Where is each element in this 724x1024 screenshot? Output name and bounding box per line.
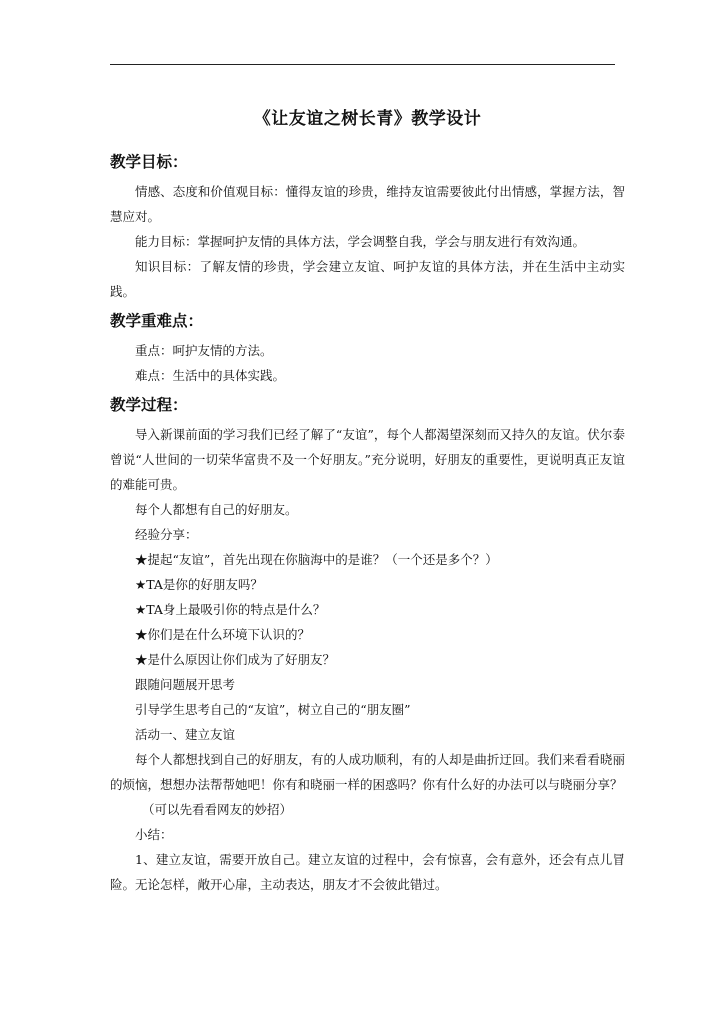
activity-text: 每个人都想找到自己的好朋友，有的人成功顺利，有的人却是曲折迂回。我们来看看晓丽的烦恼，想想办法帮帮她吧！你有和晓丽一样的困惑吗？你有什么好的办法可以与晓丽分享？ xyxy=(110,752,625,792)
difficult-point: 难点：生活中的具体实践。 xyxy=(135,368,286,383)
activity-heading: 活动一、建立友谊 xyxy=(135,727,236,742)
process-line-think: 跟随问题展开思考 xyxy=(135,677,236,692)
question-4: ★你们是在什么环境下认识的？ xyxy=(135,627,311,642)
document-title: 《让友谊之树长青》教学设计 xyxy=(253,109,482,129)
summary-point-1: 1、建立友谊，需要开放自己。建立友谊的过程中，会有惊喜，会有意外，还会有点儿冒险。无论怎样，敞开心扉，主动表达，朋友才不会彼此错过。 xyxy=(110,852,625,892)
section-heading-goals: 教学目标： xyxy=(110,152,188,171)
question-1: ★提起“友谊”，首先出现在你脑海中的是谁？（一个还是多个？） xyxy=(135,552,498,567)
process-intro: 导入新课前面的学习我们已经了解了“友谊”，每个人都渴望深刻而又持久的友谊。伏尔泰曾说“人世间的一切荣华富贵不及一个好朋友。”充分说明，好朋友的重要性，更说明真正友谊的难能可贵。 xyxy=(110,427,625,492)
process-line-friends: 每个人都想有自己的好朋友。 xyxy=(135,502,298,517)
document-body xyxy=(110,100,625,897)
key-point: 重点：呵护友情的方法。 xyxy=(135,343,273,358)
activity-hint: （可以先看看网友的妙招） xyxy=(142,802,293,817)
question-5: ★是什么原因让你们成为了好朋友？ xyxy=(135,652,336,667)
goal-emotion: 情感、态度和价值观目标：懂得友谊的珍贵，维持友谊需要彼此付出情感，掌握方法，智慧应对。 xyxy=(110,184,625,224)
goal-knowledge: 知识目标：了解友情的珍贵，学会建立友谊、呵护友谊的具体方法，并在生活中主动实践。 xyxy=(110,259,625,299)
question-2: ★TA是你的好朋友吗？ xyxy=(135,577,263,592)
summary-label: 小结： xyxy=(135,827,173,842)
section-heading-process: 教学过程： xyxy=(110,395,188,414)
goal-ability: 能力目标：掌握呵护友情的具体方法，学会调整自我，学会与朋友进行有效沟通。 xyxy=(135,234,586,249)
question-3: ★TA身上最吸引你的特点是什么？ xyxy=(135,602,326,617)
process-line-guide: 引导学生思考自己的“友谊”，树立自己的“朋友圈” xyxy=(135,702,411,717)
process-line-experience: 经验分享： xyxy=(135,527,198,542)
header-rule xyxy=(110,64,615,65)
section-heading-difficulties: 教学重难点： xyxy=(110,311,204,330)
